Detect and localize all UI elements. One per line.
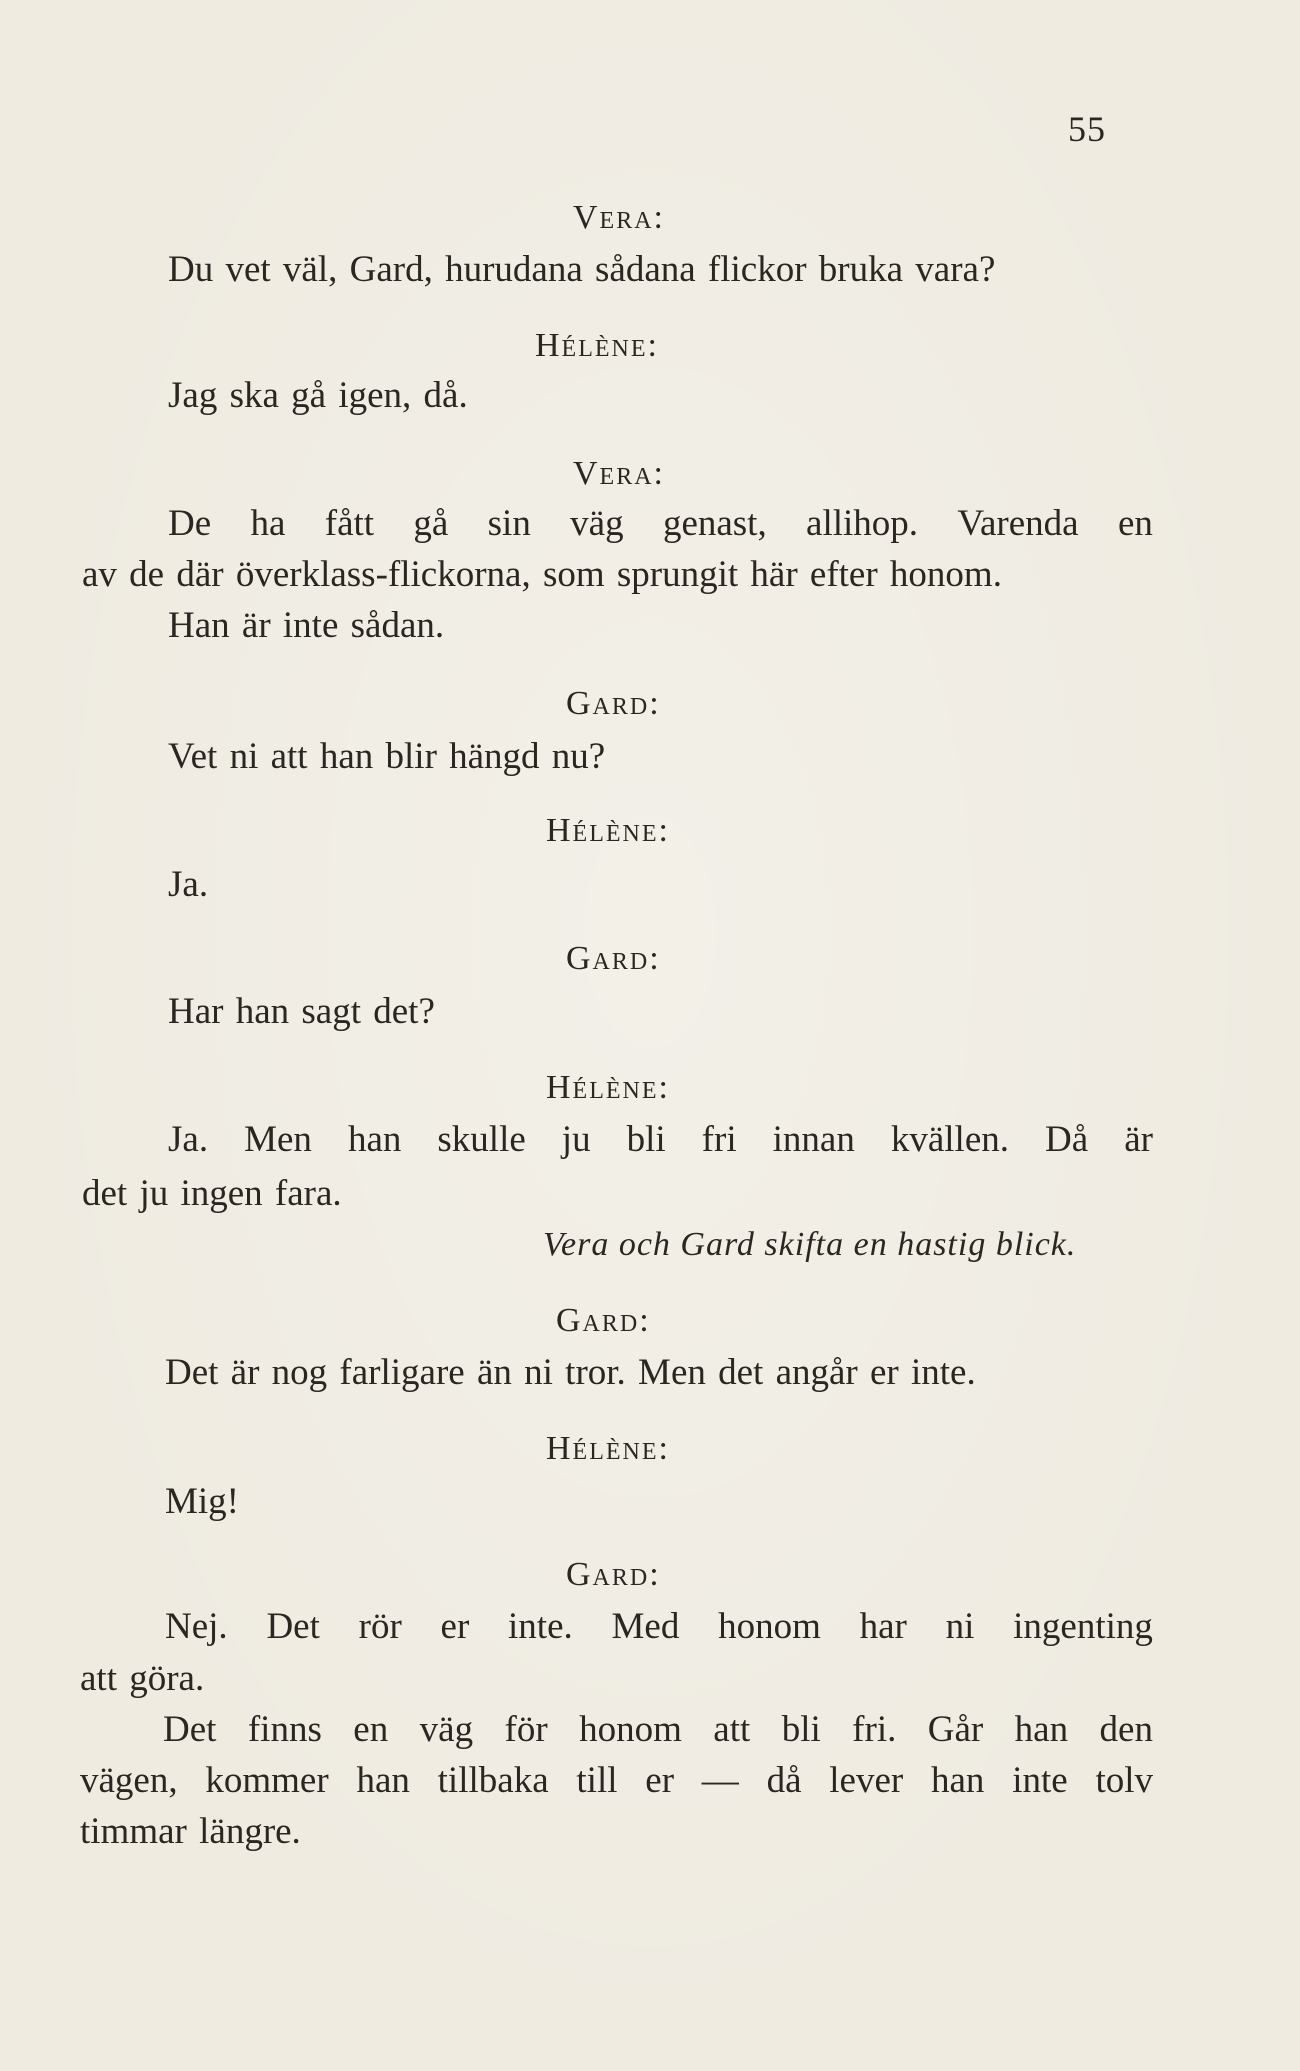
word: Då: [1045, 1119, 1089, 1160]
word: tillbaka: [437, 1760, 549, 1801]
dialogue-line: [163, 1708, 1153, 1752]
word: Men: [244, 1119, 312, 1160]
dialogue-line: att göra.: [80, 1658, 205, 1699]
speaker-label: Hélène:: [546, 1069, 670, 1106]
word: er: [440, 1606, 470, 1647]
word: De: [168, 503, 212, 544]
word: —: [701, 1760, 739, 1801]
word: en: [1117, 503, 1153, 544]
word: Det: [266, 1606, 320, 1647]
page-number: 55: [1068, 109, 1106, 149]
word: vägen,: [80, 1760, 178, 1801]
word: bli: [626, 1119, 666, 1160]
dialogue-line: [165, 1605, 1153, 1649]
word: en: [353, 1709, 389, 1750]
stage-direction: Vera och Gard skifta en hastig blick.: [543, 1226, 1077, 1263]
word: Går: [927, 1709, 984, 1750]
word: han: [347, 1119, 402, 1160]
word: inte: [1012, 1760, 1068, 1801]
word: gå: [413, 503, 449, 544]
dialogue-line: Du vet väl, Gard, hurudana sådana flickor bruka vara?: [168, 249, 996, 290]
dialogue-line: timmar längre.: [80, 1811, 301, 1852]
dialogue-line: det ju ingen fara.: [82, 1173, 342, 1214]
word: honom: [718, 1606, 821, 1647]
speaker-label: Gard:: [566, 685, 661, 722]
speaker-label: Hélène:: [546, 812, 670, 849]
word: ha: [250, 503, 286, 544]
word: väg: [570, 503, 624, 544]
word: skulle: [437, 1119, 526, 1160]
word: ni: [945, 1606, 975, 1647]
speaker-label: Vera:: [573, 455, 665, 492]
word: Med: [611, 1606, 680, 1647]
speaker-label: Gard:: [566, 940, 661, 977]
dialogue-line: [168, 1118, 1153, 1162]
word: bli: [781, 1709, 821, 1750]
word: att: [713, 1709, 751, 1750]
word: fri.: [852, 1709, 897, 1750]
word: inte.: [508, 1606, 573, 1647]
word: han: [356, 1760, 410, 1801]
speaker-label: Hélène:: [546, 1430, 670, 1467]
word: er: [645, 1760, 675, 1801]
word: innan: [772, 1119, 855, 1160]
word: han: [1014, 1709, 1069, 1750]
word: väg: [419, 1709, 474, 1750]
word: fri: [701, 1119, 737, 1160]
word: tolv: [1095, 1760, 1153, 1801]
dialogue-line: av de där överklass-flickorna, som sprungit här efter honom.: [82, 554, 1002, 595]
word: han: [930, 1760, 985, 1801]
word: den: [1099, 1709, 1153, 1750]
speaker-label: Gard:: [556, 1302, 651, 1339]
speaker-label: Gard:: [566, 1556, 661, 1593]
speaker-label: Vera:: [573, 199, 665, 236]
word: för: [504, 1709, 548, 1750]
dialogue-line: [168, 502, 1153, 546]
word: ingenting: [1013, 1606, 1153, 1647]
word: Varenda: [957, 503, 1079, 544]
word: Det: [163, 1709, 217, 1750]
word: kommer: [205, 1760, 329, 1801]
word: har: [859, 1606, 907, 1647]
dialogue-line: Jag ska gå igen, då.: [168, 375, 468, 416]
word: sin: [487, 503, 531, 544]
word: lever: [829, 1760, 904, 1801]
word: finns: [247, 1709, 322, 1750]
word: honom: [579, 1709, 682, 1750]
word: ju: [561, 1119, 591, 1160]
word: till: [576, 1760, 618, 1801]
dialogue-line: Ja.: [168, 864, 209, 905]
word: genast,: [662, 503, 767, 544]
word: fått: [324, 503, 375, 544]
word: Nej.: [165, 1606, 228, 1647]
dialogue-line: Vet ni att han blir hängd nu?: [168, 736, 606, 777]
dialogue-line: [80, 1759, 1153, 1803]
word: Ja.: [168, 1119, 209, 1160]
word: rör: [358, 1606, 402, 1647]
dialogue-line: Det är nog farligare än ni tror. Men det angår er inte.: [165, 1352, 976, 1393]
speaker-label: Hélène:: [535, 327, 659, 364]
dialogue-line: Han är inte sådan.: [168, 605, 445, 646]
dialogue-line: Har han sagt det?: [168, 991, 435, 1032]
dialogue-line: Mig!: [165, 1481, 239, 1522]
word: allihop.: [806, 503, 919, 544]
word: då: [766, 1760, 802, 1801]
word: är: [1124, 1119, 1153, 1160]
word: kvällen.: [890, 1119, 1009, 1160]
